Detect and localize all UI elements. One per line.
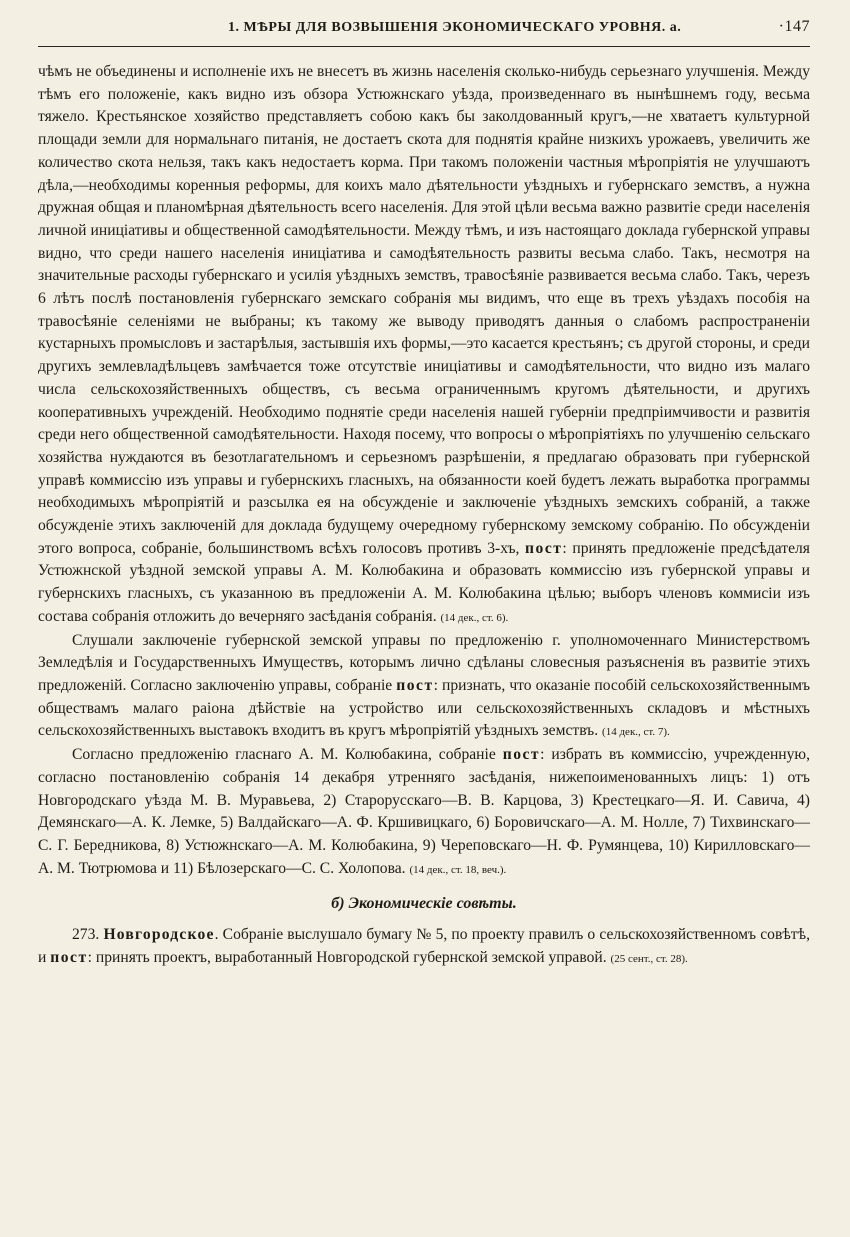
page-number: ·147 xyxy=(778,18,810,35)
paragraph-text: . Собраніе выслушало бумагу № 5, по проекту правилъ о сельскохозяйственномъ совѣтѣ, и xyxy=(38,926,810,966)
paragraph-text: : принять проектъ, выработанный Новгородской губернской земской управой. xyxy=(87,948,607,966)
body-text xyxy=(38,61,810,970)
paragraph-text: Слушали заключеніе губернской земской управы по предложенію г. уполномоченнаго Министерствомъ Земледѣлія и Государственныхъ Имуществъ, которымъ лично сдѣланы словесныя разъясненія въ развитіе этихъ предложеній. Согласно заключенію управы, собраніе xyxy=(38,631,810,694)
resolution-keyword: пост xyxy=(50,948,88,966)
district-name: Новгородское xyxy=(103,926,215,944)
source-reference: (14 дек., ст. 7). xyxy=(602,726,670,739)
paragraph-continuation xyxy=(38,61,810,630)
source-reference: (14 дек., ст. 18, веч.). xyxy=(409,863,507,876)
paragraph-text: : избрать въ коммиссію, учрежденную, согласно постановленію собранія 14 декабря утренняго засѣданія, нижепоименованныхъ лицъ: 1) отъ Новгородскаго уѣзда М. В. Муравьева, 2) Старорусскаго—В. В. Карцова, 3) Крестецкаго—Я. И. Савича, 4) Демянскаго—А. К. Лемке, 5) Валдайскаго—А. Ф. Кршивицкаго, 6) Боровичскаго—А. М. Нолле, 7) Тихвинскаго—С. Г. Бередникова, 8) Устюжнскаго—А. М. Колюбакина, 9) Череповскаго—Н. Ф. Румянцева, 10) Кирилловскаго—А. М. Тютрюмова и 11) Бѣлозерскаго—С. С. Холопова. xyxy=(38,746,810,877)
section-heading: б) Экономическіе совѣты. xyxy=(331,895,517,913)
paragraph xyxy=(38,630,810,745)
source-reference: (25 сент., ст. 28). xyxy=(610,952,688,965)
running-head-title: 1. МѢРЫ ДЛЯ ВОЗВЫШЕНІЯ ЭКОНОМИЧЕСКАГО УРОВНЯ. а. xyxy=(228,20,682,35)
paragraph-text: чѣмъ не объединены и исполненіе ихъ не внесетъ въ жизнь населенія сколько-нибудь серьезнаго улучшенія. Между тѣмъ его положеніе, какъ видно изъ обзора Устюжнскаго уѣзда, произведеннаго въ нынѣшнемъ году, весьма тяжело. Крестьянское хозяйство представляетъ собою какъ бы заколдованный кругъ,—не хватаетъ культурной площади земли для нормальнаго питанія, не достаетъ скота для поднятія крайне низкихъ урожаевъ, увеличить же количество скота нельзя, такъ какъ недостаетъ корма. При такомъ положеніи частныя мѣропріятія не улучшаютъ дѣла,—необходимы коренныя реформы, для коихъ мало дѣятельности уѣздныхъ и губернскаго земствъ, а нужна дружная общая и планомѣрная дѣятельность всего населенія. Для этой цѣли весьма важно развитіе среди населенія личной иниціативы и общественной самодѣятельности. Между тѣмъ, и изъ настоящаго доклада губернской управы видно, что среди нашего населенія иниціатива и самодѣятельность развиты весьма слабо. Такъ, несмотря на значительные расходы губернскаго и усилія уѣздныхъ земствъ, травосѣяніе развивается весьма слабо. Такъ, черезъ 6 лѣтъ послѣ постановленія губернскаго земскаго собранія мы видимъ, что еще въ трехъ уѣздахъ пособія на травосѣяніе селеніями не выбраны; къ такому же выводу приводятъ данныя о слабомъ распространеніи кустарныхъ промысловъ и застарѣлыя, застывшія ихъ формы,—это касается крестьянъ; съ другой стороны, и среди другихъ землевладѣльцевъ замѣчается тоже отсутствіе иниціативы и самодѣятельности, что видно изъ малаго числа сельскохозяйственныхъ обществъ, съ весьма ограниченнымъ кругомъ дѣятельности, и другихъ кооперативныхъ учрежденій. Необходимо поднятіе среди населенія нашей губерніи предпріимчивости и развитія среди него общественной самодѣятельности. Находя посему, что вопросы о мѣропріятіяхъ по улучшенію сельскаго хозяйства нуждаются въ безотлагательномъ и серьезномъ разрѣшеніи, я предлагаю образовать при губернской управѣ коммиссію изъ управы и губернскихъ гласныхъ, на обязанности коей будетъ лежать выработка программы необходимыхъ мѣропріятій и разсылка ея на обсужденіе и заключеніе уѣздныхъ земскихъ собраній, а также обсужденіе этихъ заключеній для доклада будущему очередному губернскому земскому собранію. По обсужденіи этого вопроса, собраніе, большинствомъ всѣхъ голосовъ противъ 3-хъ, xyxy=(38,63,810,557)
resolution-keyword: пост xyxy=(502,746,541,764)
item-number: 273. xyxy=(72,926,100,944)
paragraph-text: : признать, что оказаніе пособій сельскохозяйственнымъ обществамъ малаго раіона дѣйствіе на устройство или сельскохозяйственныхъ складовъ и мѣстныхъ сельскохозяйственныхъ выставокъ входитъ въ кругъ мѣропріятій уѣздныхъ земствъ. xyxy=(38,676,811,740)
source-reference: (14 дек., ст. 6). xyxy=(440,611,509,624)
paragraph xyxy=(38,924,810,970)
resolution-keyword: пост xyxy=(396,676,434,694)
paragraph-text: : принять предложеніе предсѣдателя Устюжнской уѣздной земской управы А. М. Колюбакина и образовать коммиссію изъ губернской управы и губернскихъ гласныхъ, съ указанною въ предложеніи А. М. Колюбакина цѣлью; выборъ членовъ коммисіи изъ состава собранія отложить до вечерняго засѣданія собранія. xyxy=(38,539,810,625)
resolution-keyword: пост xyxy=(525,539,563,557)
paragraph xyxy=(38,744,810,881)
running-head xyxy=(38,16,810,47)
paragraph-text: Согласно предложенію гласнаго А. М. Колюбакина, собраніе xyxy=(72,746,503,764)
